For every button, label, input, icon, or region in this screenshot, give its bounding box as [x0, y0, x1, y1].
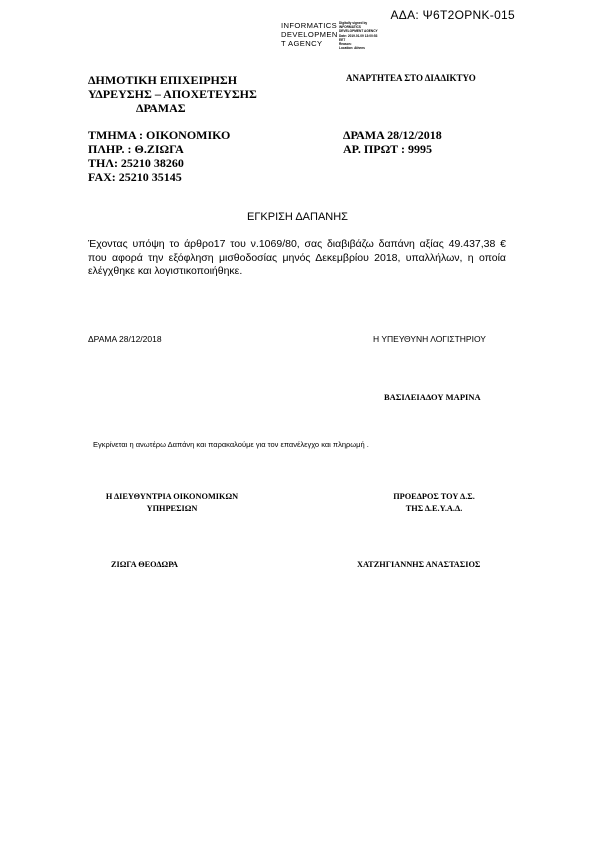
director-title [88, 491, 256, 515]
phone: ΤΗΛ: 25210 38260 [88, 156, 184, 170]
stamp-detail-line: DEVELOPMENT AGENCY [339, 29, 378, 34]
stamp-detail-line: Location: Athens [339, 46, 365, 51]
org-line: ΥΔΡΕΥΣΗΣ – ΑΠΟΧΕΤΕΥΣΗΣ [88, 87, 257, 101]
fax: FAX: 25210 35145 [88, 170, 182, 184]
department: ΤΜΗΜΑ : ΟΙΚΟΝΟΜΙΚΟ [88, 128, 231, 142]
department-info [88, 128, 230, 184]
approval-text: Εγκρίνεται η ανωτέρω Δαπάνη και παρακαλούμε για τον επανέλεγχο και πληρωμή . [93, 440, 369, 449]
stamp-detail-line: INFORMATICS [339, 25, 361, 30]
ada-code: ΑΔΑ: Ψ6Τ2ΟΡΝΚ-015 [390, 8, 515, 22]
responsible-title: Η ΥΠΕΥΘΥΝΗ ΛΟΓΙΣΤΗΡΙΟΥ [373, 334, 486, 344]
publish-online-note: ΑΝΑΡΤΗΤΕΑ ΣΤΟ ΔΙΑΔΙΚΤΥΟ [346, 73, 476, 83]
stamp-detail-line: EET [339, 37, 346, 42]
document-title: ΕΓΚΡΙΣΗ ΔΑΠΑΝΗΣ [247, 211, 348, 223]
president-title-line: ΤΗΣ Δ.Ε.Υ.Α.Δ. [405, 504, 463, 513]
contact-person: ΠΛΗΡ. : Θ.ΖΙΩΓΑ [88, 142, 184, 156]
org-line: ΔΡΑΜΑΣ [136, 101, 186, 115]
organization-name [88, 73, 257, 115]
stamp-line: T AGENCY [281, 39, 323, 48]
president-title [368, 491, 500, 515]
date-protocol [343, 128, 442, 156]
stamp-detail-line: Date: 2019.01.09 13:00:53 [339, 33, 378, 38]
president-title-line: ΠΡΟΕΔΡΟΣ ΤΟΥ Δ.Σ. [393, 492, 475, 501]
president-name: ΧΑΤΖΗΓΙΑΝΝΗΣ ΑΝΑΣΤΑΣΙΟΣ [357, 560, 481, 569]
digital-signature-stamp [281, 21, 401, 57]
stamp-line: DEVELOPMEN [281, 30, 338, 39]
responsible-name: ΒΑΣΙΛΕΙΑΔΟΥ ΜΑΡΙΝΑ [384, 392, 481, 402]
director-title-line: Η ΔΙΕΥΘΥΝΤΡΙΑ ΟΙΚΟΝΟΜΙΚΩΝ [105, 492, 239, 501]
stamp-details [339, 21, 378, 50]
director-name: ΖΙΩΓΑ ΘΕΟΔΩΡΑ [111, 560, 179, 569]
stamp-line: INFORMATICS [281, 21, 338, 30]
document-date: ΔΡΑΜΑ 28/12/2018 [343, 128, 442, 142]
signature-date: ΔΡΑΜΑ 28/12/2018 [88, 334, 162, 344]
protocol-number: ΑΡ. ΠΡΩΤ : 9995 [343, 142, 432, 156]
org-line: ΔΗΜΟΤΙΚΗ ΕΠΙΧΕΙΡΗΣΗ [88, 73, 238, 87]
stamp-detail-line: Reason: [339, 42, 352, 47]
stamp-detail-line: Digitally signed by [339, 21, 368, 25]
body-text: Έχοντας υπόψη το άρθρο17 του ν.1069/80, σας διαβιβάζω δαπάνη αξίας 49.437,38 € που αφορά την εξόφληση μισθοδοσίας μηνός Δεκεμβρίου 2018, υπαλλήλων, η οποία ελέγχθηκε και λογιστικοποιήθηκε. [88, 238, 506, 277]
director-title-line: ΥΠΗΡΕΣΙΩΝ [146, 504, 198, 513]
